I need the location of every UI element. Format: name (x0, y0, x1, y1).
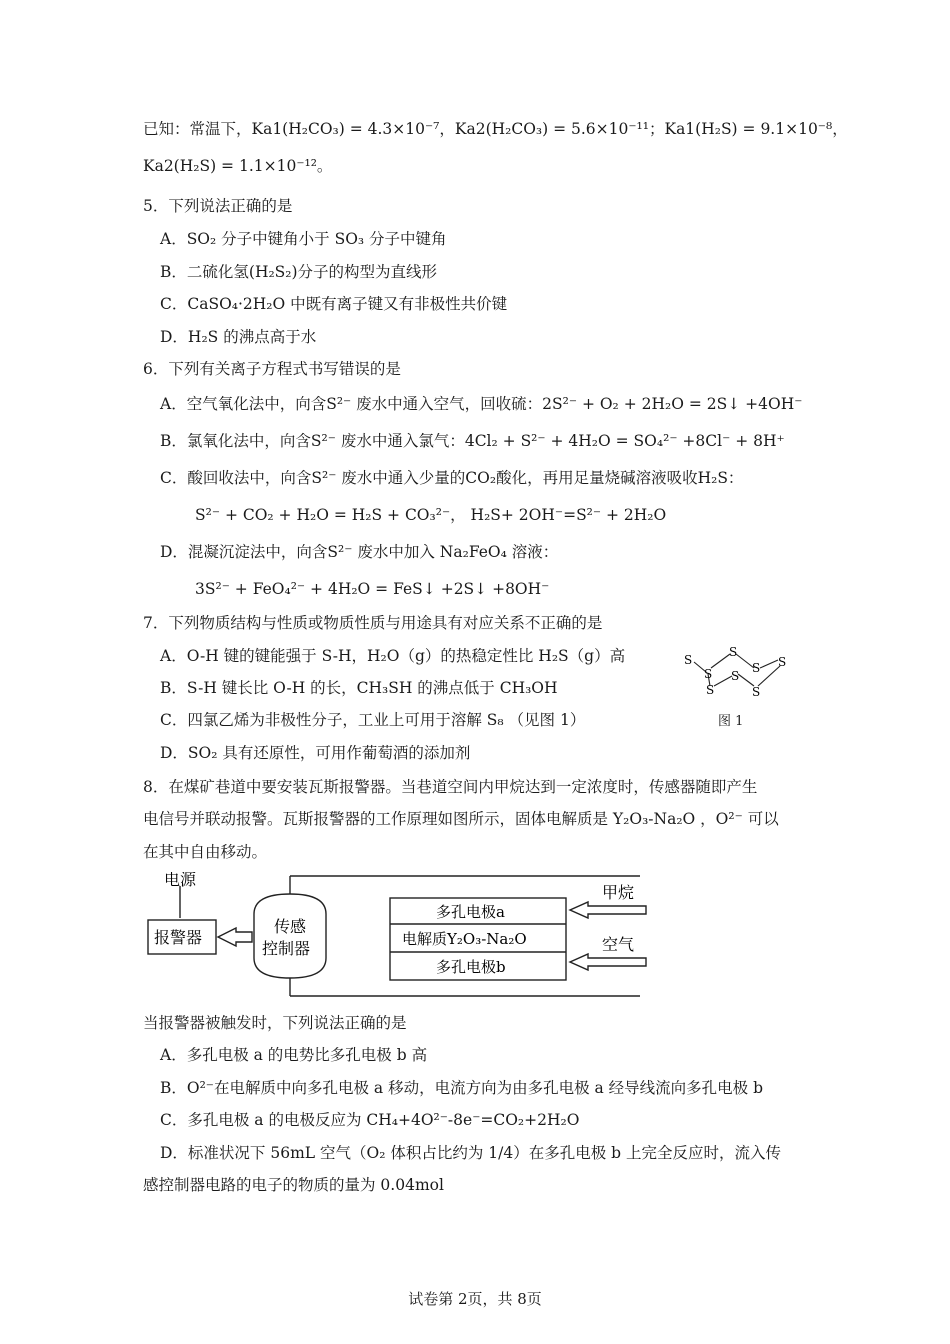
q7-stem: 7．下列物质结构与性质或物质性质与用途具有对应关系不正确的是 (143, 614, 603, 632)
q7-option-c: C．四氯乙烯为非极性分子，工业上可用于溶解 S₈ （见图 1） (160, 711, 586, 729)
page-footer: 试卷第 2页，共 8页 (408, 1290, 542, 1308)
electrolyte-label: 电解质Y₂O₃-Na₂O (402, 930, 527, 948)
gas-alarm-diagram (140, 872, 660, 1002)
q8-stem-line1: 8．在煤矿巷道中要安装瓦斯报警器。当巷道空间内甲烷达到一定浓度时，传感器随即产生 (143, 778, 758, 796)
q5-option-c: C．CaSO₄·2H₂O 中既有离子键又有非极性共价键 (160, 295, 508, 313)
q5-stem: 5．下列说法正确的是 (143, 197, 293, 215)
s8-atom-3: S (729, 645, 738, 659)
s8-atom-8: S (706, 683, 715, 697)
q8-option-d-line1: D．标准状况下 56mL 空气（O₂ 体积占比约为 1/4）在多孔电极 b 上完全反应时，流入传 (160, 1144, 781, 1162)
electrode-b-label: 多孔电极b (436, 958, 506, 976)
q8-option-c: C．多孔电极 a 的电极反应为 CH₄+4O²⁻-8e⁻=CO₂+2H₂O (160, 1111, 580, 1129)
q8-option-b: B．O²⁻在电解质中向多孔电极 a 移动，电流方向为由多孔电极 a 经导线流向多孔电极 b (160, 1079, 764, 1097)
q8-prompt: 当报警器被触发时，下列说法正确的是 (143, 1014, 407, 1032)
q6-stem: 6．下列有关离子方程式书写错误的是 (143, 360, 401, 378)
s8-atom-1: S (684, 653, 693, 667)
s8-crown-figure (676, 640, 806, 704)
figure-1-caption: 图 1 (718, 714, 744, 729)
s8-atom-2: S (704, 667, 713, 681)
q6-option-a: A．空气氧化法中，向含S²⁻ 废水中通入空气，回收硫：2S²⁻ + O₂ + 2H₂O = 2S↓ +4OH⁻ (160, 395, 803, 413)
alarm-label: 报警器 (154, 928, 203, 947)
air-arrow (570, 954, 646, 970)
q6-option-c-equations: S²⁻ + CO₂ + H₂O = H₂S + CO₃²⁻， H₂S+ 2OH⁻=S²⁻ + 2H₂O (195, 506, 667, 524)
s8-atom-7: S (731, 669, 740, 683)
q5-option-d: D．H₂S 的沸点高于水 (160, 328, 317, 346)
q5-option-b: B．二硫化氢(H₂S₂)分子的构型为直线形 (160, 263, 438, 281)
methane-arrow (570, 902, 646, 918)
q8-stem-line3: 在其中自由移动。 (143, 843, 268, 861)
s8-atom-5: S (778, 655, 787, 669)
q7-option-d: D．SO₂ 具有还原性，可用作葡萄酒的添加剂 (160, 744, 471, 762)
s8-atom-6: S (752, 685, 761, 699)
sensor-label-2: 控制器 (262, 939, 311, 958)
q6-option-b: B．氯氧化法中，向含S²⁻ 废水中通入氯气：4Cl₂ + S²⁻ + 4H₂O = SO₄²⁻ +8Cl⁻ + 8H⁺ (160, 432, 785, 450)
q8-option-a: A．多孔电极 a 的电势比多孔电极 b 高 (160, 1046, 428, 1064)
q8-option-d-line2: 感控制器电路的电子的物质的量为 0.04mol (143, 1176, 444, 1194)
electrode-a-label: 多孔电极a (436, 903, 505, 921)
known-constants-line1: 已知：常温下，Ka1(H₂CO₃) = 4.3×10⁻⁷，Ka2(H₂CO₃) = 5.6×10⁻¹¹；Ka1(H₂S) = 9.1×10⁻⁸， (143, 120, 848, 138)
air-label: 空气 (602, 935, 635, 954)
sensor-label-1: 传感 (274, 917, 307, 936)
signal-arrow (218, 928, 252, 946)
q7-option-a: A．O-H 键的键能强于 S-H，H₂O（g）的热稳定性比 H₂S（g）高 (160, 647, 626, 665)
q5-option-a: A．SO₂ 分子中键角小于 SO₃ 分子中键角 (160, 230, 447, 248)
s8-atom-4: S (752, 661, 761, 675)
q8-stem-line2: 电信号并联动报警。瓦斯报警器的工作原理如图所示，固体电解质是 Y₂O₃-Na₂O ，O²⁻ 可以 (143, 810, 779, 828)
sensor-controller-shape (254, 894, 326, 978)
power-label: 电源 (164, 872, 197, 889)
q6-option-d: D．混凝沉淀法中，向含S²⁻ 废水中加入 Na₂FeO₄ 溶液： (160, 543, 559, 561)
known-constants-line2: Ka2(H₂S) = 1.1×10⁻¹²。 (143, 157, 333, 175)
q7-option-b: B．S-H 键长比 O-H 的长，CH₃SH 的沸点低于 CH₃OH (160, 679, 558, 697)
q6-option-c: C．酸回收法中，向含S²⁻ 废水中通入少量的CO₂酸化，再用足量烧碱溶液吸收H₂S： (160, 469, 744, 487)
methane-label: 甲烷 (602, 883, 635, 902)
q6-option-d-equation: 3S²⁻ + FeO₄²⁻ + 4H₂O = FeS↓ +2S↓ +8OH⁻ (195, 580, 550, 598)
